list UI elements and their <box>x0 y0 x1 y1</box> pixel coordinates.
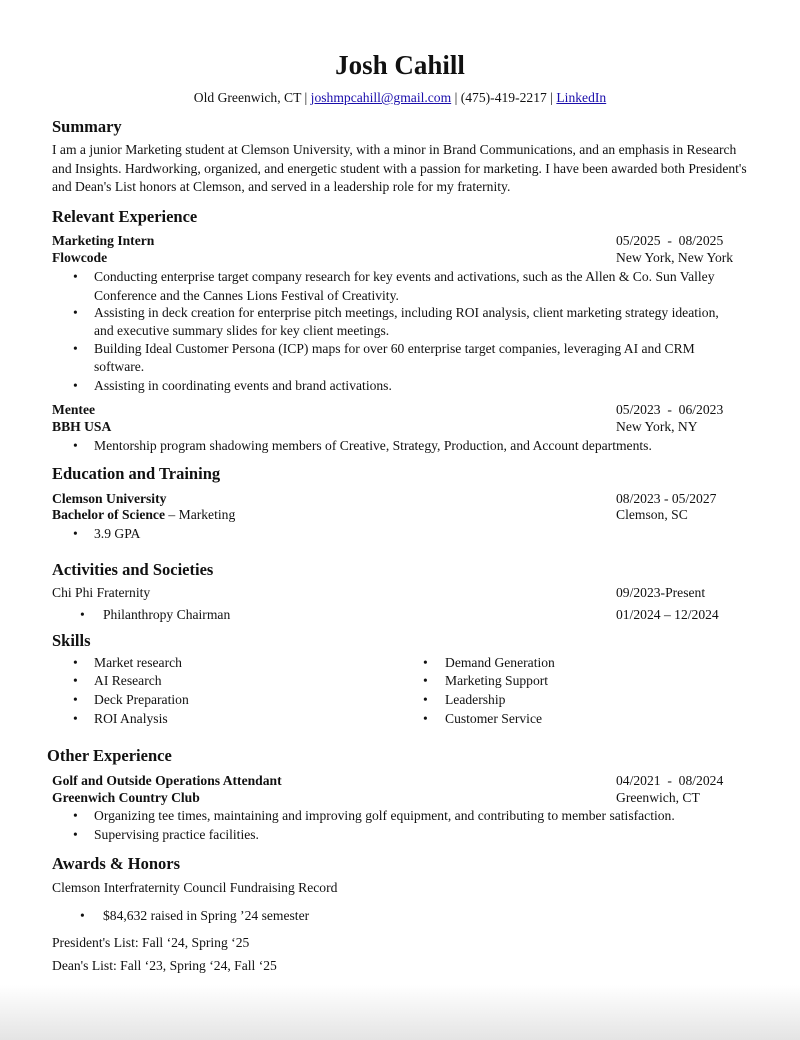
separator: | <box>454 90 458 105</box>
resume-name: Josh Cahill <box>335 50 465 80</box>
activity-org: Chi Phi Fraternity <box>52 585 151 600</box>
summary-heading: Summary <box>52 117 122 136</box>
job-title: Mentee <box>52 402 96 417</box>
location: Old Greenwich, CT <box>193 90 302 105</box>
bullet-icon: • <box>73 305 78 320</box>
job-location: Greenwich, CT <box>616 790 700 805</box>
bullet-icon: • <box>73 526 78 541</box>
contact-line <box>0 89 800 107</box>
bullet-icon: • <box>73 269 78 284</box>
job-dates: 05/2023 - 06/2023 <box>616 402 724 417</box>
summary-text: I am a junior Marketing student at Clemson University, with a minor in Brand Communications, and an emphasis in Research and Insights. Hardworking, organized, and energetic student with a passion for marketing. I have been awarded both President's and Dean's List honors at Clemson, and served in a leadership role for my fraternity. <box>52 142 747 194</box>
email-link[interactable]: joshmpcahill@gmail.com <box>310 90 452 105</box>
skill-item: Customer Service <box>445 711 543 726</box>
education-dates: 08/2023 - 05/2027 <box>616 491 717 506</box>
skill-item: Demand Generation <box>445 655 555 670</box>
job-title: Golf and Outside Operations Attendant <box>52 773 282 788</box>
bullet-icon: • <box>73 711 78 726</box>
major: – Marketing <box>165 507 236 522</box>
job-dates: 04/2021 - 08/2024 <box>616 773 724 788</box>
skill-item: AI Research <box>94 673 162 688</box>
bullet-icon: • <box>423 673 428 688</box>
education-heading: Education and Training <box>52 464 221 483</box>
job-company: Greenwich Country Club <box>52 790 200 805</box>
skill-item: Marketing Support <box>445 673 549 688</box>
page-bottom-shadow <box>0 985 800 1040</box>
linkedin-link[interactable]: LinkedIn <box>556 90 607 105</box>
separator: | <box>304 90 308 105</box>
job-bullet-cont: Conference and the Cannes Lions Festival of Creativity. <box>94 288 399 303</box>
job-bullet: Organizing tee times, maintaining and improving golf equipment, and contributing to member satisfaction. <box>94 808 675 823</box>
job-location: New York, New York <box>616 250 734 265</box>
degree <box>52 506 235 524</box>
education-location: Clemson, SC <box>616 507 688 522</box>
job-bullet: Mentorship program shadowing members of Creative, Strategy, Production, and Account departments. <box>94 438 652 453</box>
presidents-list: President's List: Fall ‘24, Spring ‘25 <box>52 935 250 950</box>
activities-heading: Activities and Societies <box>52 560 214 579</box>
job-bullet: Supervising practice facilities. <box>94 827 259 842</box>
other-experience-heading: Other Experience <box>47 746 172 765</box>
bullet-icon: • <box>80 607 85 622</box>
skills-heading: Skills <box>52 631 91 650</box>
deans-list: Dean's List: Fall ‘23, Spring ‘24, Fall ‘25 <box>52 958 277 973</box>
degree-name: Bachelor of Science <box>52 507 166 522</box>
bullet-icon: • <box>423 711 428 726</box>
skill-item: Leadership <box>445 692 506 707</box>
bullet-icon: • <box>73 378 78 393</box>
job-bullet-cont: and executive summary slides for key client meetings. <box>94 323 390 338</box>
bullet-icon: • <box>423 655 428 670</box>
bullet-icon: • <box>73 655 78 670</box>
activity-dates: 09/2023-Present <box>616 585 706 600</box>
job-bullet-cont: software. <box>94 359 145 374</box>
skill-item: Market research <box>94 655 182 670</box>
bullet-icon: • <box>423 692 428 707</box>
job-company: Flowcode <box>52 250 108 265</box>
job-bullet: Assisting in deck creation for enterprise pitch meetings, including ROI analysis, client marketing strategy ideation, <box>94 305 719 320</box>
job-bullet: Assisting in coordinating events and brand activations. <box>94 378 392 393</box>
bullet-icon: • <box>73 827 78 842</box>
bullet-icon: • <box>73 673 78 688</box>
job-location: New York, NY <box>616 419 698 434</box>
activity-role-dates: 01/2024 – 12/2024 <box>616 607 719 622</box>
skill-item: Deck Preparation <box>94 692 189 707</box>
job-bullet: Conducting enterprise target company research for key events and activations, such as the Allen & Co. Sun Valley <box>94 269 715 284</box>
job-bullet: Building Ideal Customer Persona (ICP) maps for over 60 enterprise target companies, leveraging AI and CRM <box>94 341 695 356</box>
separator: | <box>550 90 553 105</box>
award-item: Clemson Interfraternity Council Fundraising Record <box>52 880 338 895</box>
school-name: Clemson University <box>52 491 167 506</box>
job-title: Marketing Intern <box>52 233 155 248</box>
award-detail: $84,632 raised in Spring ’24 semester <box>103 908 310 923</box>
bullet-icon: • <box>80 908 85 923</box>
skill-item: ROI Analysis <box>94 711 168 726</box>
bullet-icon: • <box>73 808 78 823</box>
experience-heading: Relevant Experience <box>52 207 198 226</box>
awards-heading: Awards & Honors <box>52 854 181 873</box>
job-company: BBH USA <box>52 419 112 434</box>
phone: (475)-419-2217 <box>460 90 547 105</box>
activity-role: Philanthropy Chairman <box>103 607 231 622</box>
gpa: 3.9 GPA <box>94 526 141 541</box>
bullet-icon: • <box>73 438 78 453</box>
bullet-icon: • <box>73 341 78 356</box>
job-dates: 05/2025 - 08/2025 <box>616 233 724 248</box>
bullet-icon: • <box>73 692 78 707</box>
